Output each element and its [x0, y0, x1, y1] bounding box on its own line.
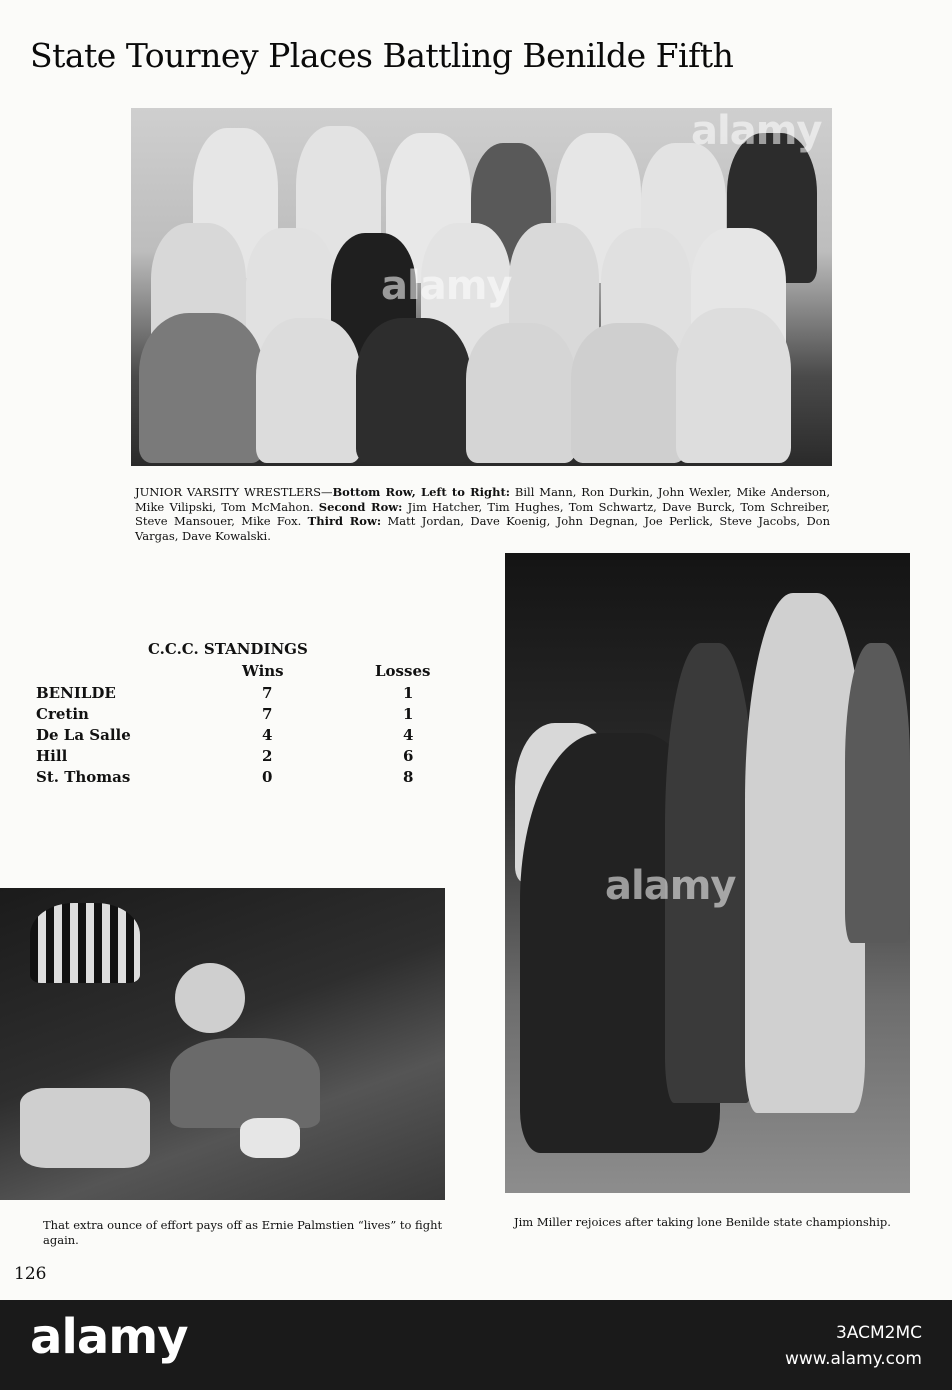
team-name: De La Salle	[36, 726, 131, 744]
losses-value: 6	[403, 747, 414, 765]
watermark: alamy	[691, 108, 822, 154]
champion-photo	[505, 553, 910, 1193]
row-label: Second Row:	[318, 499, 403, 514]
wins-value: 7	[262, 705, 273, 723]
team-name: Hill	[36, 747, 68, 765]
row-names: Bill Mann, Ron Durkin, John Wexler, Mike Anderson, Mike Vilipski, Tom McMahon.	[135, 485, 830, 514]
table-row	[36, 747, 456, 768]
image-id: 3ACM2MC	[835, 1323, 922, 1343]
page-title: State Tourney Places Battling Benilde Fifth	[30, 36, 734, 75]
wrestling-match-photo	[0, 888, 445, 1200]
watermark: alamy	[381, 263, 512, 309]
standings-title: C.C.C. STANDINGS	[148, 640, 308, 658]
team-name: St. Thomas	[36, 768, 131, 786]
losses-value: 8	[403, 768, 414, 786]
row-label: Third Row:	[307, 514, 382, 529]
losses-header: Losses	[375, 662, 431, 680]
team-name: Cretin	[36, 705, 89, 723]
row-names: Jim Hatcher, Tim Hughes, Tom Schwartz, Dave Burck, Tom Schreiber, Steve Mansouer, Mike Fox.	[135, 499, 830, 529]
team-photo-caption	[135, 485, 830, 543]
losses-value: 1	[403, 684, 414, 702]
losses-value: 1	[403, 705, 414, 723]
alamy-logo: alamy	[30, 1309, 188, 1365]
wins-value: 2	[262, 747, 273, 765]
wins-value: 4	[262, 726, 273, 744]
wins-value: 7	[262, 684, 273, 702]
wins-header: Wins	[242, 662, 284, 680]
losses-value: 4	[403, 726, 414, 744]
table-row	[36, 684, 456, 705]
page-number: 126	[14, 1264, 47, 1284]
stock-footer-info	[785, 1320, 922, 1372]
wins-value: 0	[262, 768, 273, 786]
site-url: www.alamy.com	[784, 1349, 922, 1369]
left-photo-caption: That extra ounce of effort pays off as Ernie Palmstien “lives” to fight again.	[43, 1218, 443, 1247]
row-label: Bottom Row, Left to Right:	[332, 485, 511, 499]
row-names: Matt Jordan, Dave Koenig, John Degnan, Joe Perlick, Steve Jacobs, Don Vargas, Dave Kowalski.	[135, 514, 830, 543]
team-photo	[131, 108, 832, 466]
team-name: BENILDE	[36, 684, 116, 702]
table-row	[36, 726, 456, 747]
watermark: alamy	[605, 863, 736, 909]
right-photo-caption: Jim Miller rejoices after taking lone Benilde state championship.	[514, 1215, 891, 1229]
caption-label: JUNIOR VARSITY WRESTLERS—	[135, 485, 333, 499]
table-row	[36, 705, 456, 726]
table-row	[36, 768, 456, 789]
